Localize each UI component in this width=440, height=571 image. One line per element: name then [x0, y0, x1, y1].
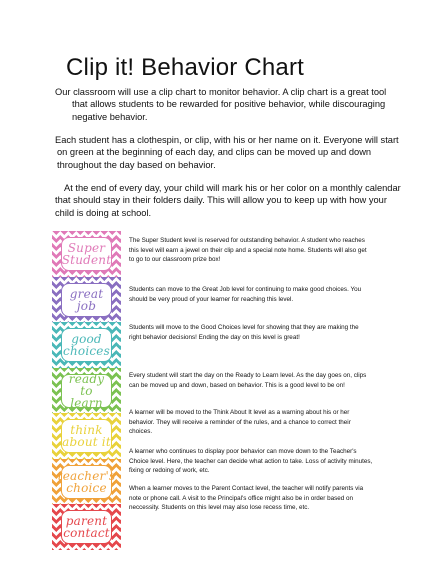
sign-text: Student [61, 253, 112, 267]
description-line: note or phone call. A visit to the Principal's office might also be in order based on [129, 494, 354, 502]
description-line: When a learner moves to the Parent Contact level, the teacher will notify parents via [129, 485, 364, 492]
level-think-about-it [52, 413, 121, 459]
sign-text: to learn [70, 384, 103, 410]
level-sign [61, 283, 112, 317]
description-line: behavior. They will receive a reminder of the rules, and a chance to correct their [129, 418, 351, 426]
description-line: Students can move to the Great Job level for continuing to make good choices. You [129, 286, 362, 293]
description-line: neccessity. Students on this level may also lose recess time, etc. [129, 504, 310, 512]
sign-text: choices [63, 344, 110, 358]
intro-line: negative behavior. [72, 111, 148, 122]
intro-paragraph-1 [55, 86, 393, 123]
description-line: can be moved up and down, based on behavior. This is a good level to be on! [129, 381, 345, 389]
level-description-parent-contact [129, 484, 419, 513]
sign-text: think [70, 423, 103, 437]
description-line: The Super Student level is reserved for outstanding behavior. A student who reaches [129, 237, 365, 244]
description-line: Choice level. Here, the teacher can decide what action to take. Loss of activity minutes, [129, 457, 373, 465]
intro-line: Each student has a clothespin, or clip, with his or her name on it. Everyone will start [55, 135, 399, 145]
sign-text: teacher's [57, 469, 116, 483]
level-sign [61, 374, 112, 408]
intro-line: throughout the day based on behavior. [57, 159, 216, 170]
sign-text: about it [62, 435, 111, 449]
level-description-ready-to-learn [129, 371, 419, 390]
description-line: A learner will be moved to the Think About It level as a warning about his or her [129, 409, 350, 416]
sign-text: Super [67, 241, 106, 255]
intro-line: that allows students to be rewarded for positive behavior, while discouraging [72, 99, 386, 110]
level-description-great-job [129, 285, 419, 304]
level-description-good-choices [129, 323, 419, 342]
level-sign [61, 328, 112, 362]
description-line: choices. [129, 428, 153, 436]
intro-paragraph-2 [55, 134, 405, 171]
level-description-think-about-it [129, 408, 419, 437]
sign-text: parent [65, 514, 108, 528]
sign-text: ready [68, 372, 105, 386]
description-line: Every student will start the day on the Ready to Learn level. As the day goes on, clips [129, 372, 367, 379]
clip-chart [52, 231, 121, 571]
intro-line: Our classroom will use a clip chart to monitor behavior. A clip chart is a great tool [55, 87, 387, 97]
sign-text: contact [63, 526, 110, 540]
level-sign [61, 419, 112, 453]
sign-text: good [71, 332, 102, 346]
intro-line: child is doing at school. [55, 207, 152, 218]
level-sign [61, 237, 112, 271]
level-sign [61, 510, 112, 544]
level-parent-contact [52, 504, 121, 550]
sign-text: choice [66, 481, 107, 495]
description-line: should be very proud of your learner for reaching this level. [129, 295, 294, 303]
level-sign [57, 465, 116, 499]
page-title: Clip it! Behavior Chart [66, 54, 305, 81]
level-great-job [52, 277, 121, 322]
intro-line: At the end of every day, your child will mark his or her color on a monthly calendar [64, 183, 401, 193]
intro-paragraph-3 [55, 182, 405, 219]
level-super-student [52, 231, 121, 277]
description-line: this level will earn a jewel on their clip and a special note home. Students will also get [129, 246, 367, 254]
level-good-choices [52, 322, 121, 368]
level-ready-to-learn [52, 368, 121, 413]
level-description-super-student [129, 236, 419, 265]
sign-text: great [69, 287, 104, 301]
sign-text: job [76, 299, 97, 313]
intro-line: on green at the beginning of each day, and clips can be moved up and down [57, 147, 372, 158]
level-description-teachers-choice [129, 447, 419, 476]
description-line: right behavior decisions! Ending the day on this level is great! [129, 333, 300, 341]
description-line: A learner who continues to display poor behavior can move down to the Teacher's [129, 448, 357, 455]
description-line: fixing or redoing of work, etc. [129, 467, 210, 475]
level-teachers-choice [52, 459, 121, 504]
description-line: Students will move to the Good Choices level for showing that they are making the [129, 324, 359, 331]
intro-line: that should stay in their folders daily. This will allow you to keep up with how your [55, 195, 387, 206]
description-line: to go to our classroom prize box! [129, 256, 221, 264]
